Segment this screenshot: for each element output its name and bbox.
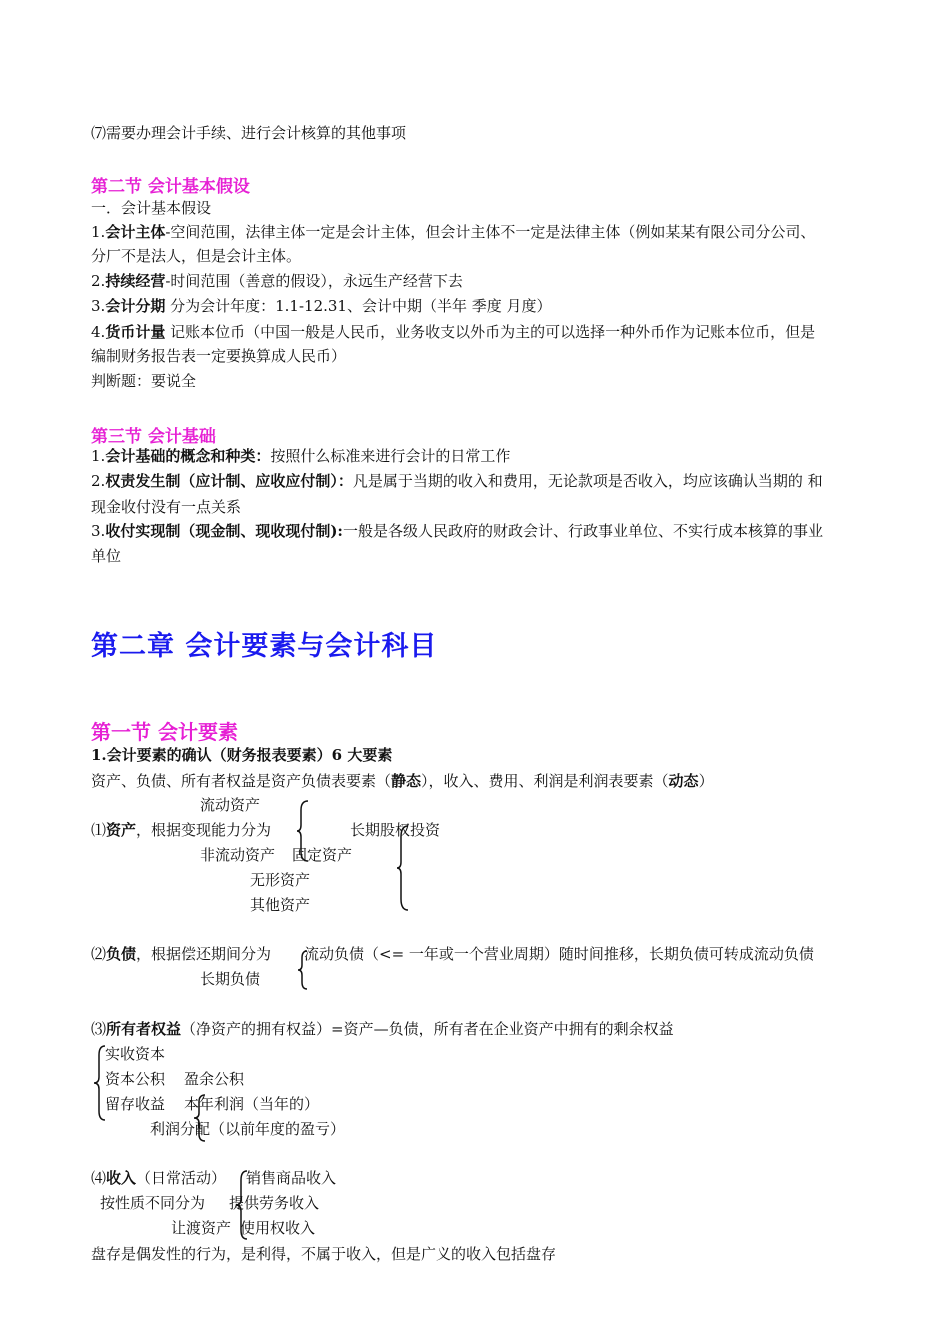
liabilities-line xyxy=(91,944,271,964)
label-usage-right-revenue: 使用权收入 xyxy=(240,1219,316,1237)
list-item-7: ⑺需要办理会计手续、进行会计核算的其他事项 xyxy=(91,124,407,142)
item-prefix: ⑴ xyxy=(91,821,107,839)
label-noncurrent-assets: 非流动资产 xyxy=(200,846,276,864)
paragraph-text: -空间范围，法律主体一定是会计主体，但会计主体不一定是法律主体（例如某某有限公司分公司、 xyxy=(165,223,816,241)
intro-text: 资产、负债、所有者权益是资产负债表要素（ xyxy=(91,772,392,790)
label-long-term-equity-investment: 长期股权投资 xyxy=(350,821,441,839)
intro-text: ） xyxy=(698,772,714,790)
item-number: 2. xyxy=(91,272,106,290)
term-accrual-basis: 权责发生制（应计制、应收应付制）： xyxy=(105,472,353,490)
item-prefix: ⑷ xyxy=(91,1169,107,1187)
note-judgement: 判断题：要说全 xyxy=(91,372,197,390)
term-owners-equity: 所有者权益 xyxy=(106,1020,182,1038)
equity-line xyxy=(91,1019,674,1039)
paragraph-monetary-measurement xyxy=(91,322,815,342)
section-title-basic-assumptions: 第二节 会计基本假设 xyxy=(91,177,250,197)
paragraph-text: 按照什么标准来进行会计的日常工作 xyxy=(270,447,511,465)
label-current-liabilities: 流动负债（<= 一年或一个营业周期）随时间推移，长期负债可转成流动负债 xyxy=(304,945,814,963)
section-title-accounting-elements: 第一节 会计要素 xyxy=(91,720,238,744)
section-title-accounting-basis: 第三节 会计基础 xyxy=(91,427,216,447)
label-capital-reserve: 资本公积 xyxy=(105,1070,166,1088)
item-number: 3. xyxy=(91,522,106,540)
paragraph-text: 凡是属于当期的收入和费用，无论款项是否收入，均应该确认当期的 和 xyxy=(352,472,823,490)
term-basis-concept: 会计基础的概念和种类： xyxy=(105,447,271,465)
paragraph-going-concern xyxy=(91,271,463,291)
label-current-year-profit: 本年利润（当年的） xyxy=(184,1095,320,1113)
equity-text: （净资产的拥有权益）=资产—负债，所有者在企业资产中拥有的剩余权益 xyxy=(181,1020,674,1038)
label-surplus-reserve: 盈余公积 xyxy=(184,1070,245,1088)
label-long-term-liabilities: 长期负债 xyxy=(200,970,261,988)
item-number: 3. xyxy=(91,297,106,315)
term-cash-basis: 收付实现制（现金制、现收现付制): xyxy=(105,522,343,540)
item-number: 4. xyxy=(91,323,106,341)
label-intangible-assets: 无形资产 xyxy=(250,871,311,889)
item-number: 2. xyxy=(91,472,106,490)
item-prefix: ⑵ xyxy=(91,945,107,963)
term-going-concern: 持续经营 xyxy=(105,272,166,290)
revenue-text: （日常活动） xyxy=(136,1169,227,1187)
paragraph-continuation: 分厂不是法人，但是会计主体。 xyxy=(91,247,302,265)
revenue-line xyxy=(91,1168,226,1188)
paragraph-text: 分为会计年度：1.1-12.31、会计中期（半年 季度 月度） xyxy=(165,297,552,315)
assets-text: ，根据变现能力分为 xyxy=(136,821,272,839)
paragraph-text: 一般是各级人民政府的财政会计、行政事业单位、不实行成本核算的事业 xyxy=(342,522,823,540)
term-assets: 资产 xyxy=(106,821,137,839)
elements-heading: 1.会计要素的确认（财务报表要素）6 大要素 xyxy=(91,746,393,764)
term-revenue: 收入 xyxy=(106,1169,137,1187)
label-paid-in-capital: 实收资本 xyxy=(105,1045,166,1063)
label-transfer-of-assets: 让渡资产 xyxy=(171,1219,232,1237)
item-prefix: ⑶ xyxy=(91,1020,107,1038)
paragraph-text: 记账本位币（中国一般是人民币，业务收支以外币为主的可以选择一种外币作为记账本位币，但是 xyxy=(165,323,816,341)
term-liabilities: 负债 xyxy=(106,945,137,963)
paragraph-accrual-basis xyxy=(91,471,823,491)
term-dynamic: 动态 xyxy=(668,772,699,790)
label-retained-earnings: 留存收益 xyxy=(105,1095,166,1113)
term-monetary-measurement: 货币计量 xyxy=(105,323,166,341)
term-accounting-entity: 会计主体 xyxy=(105,223,166,241)
label-sales-revenue: 销售商品收入 xyxy=(246,1169,337,1187)
item-number: 1. xyxy=(91,447,106,465)
paragraph-basis-concept xyxy=(91,446,510,466)
liabilities-text: ，根据偿还期间分为 xyxy=(136,945,272,963)
item-number: 1. xyxy=(91,223,106,241)
paragraph-continuation: 现金收付没有一点关系 xyxy=(91,498,242,516)
paragraph-accounting-period xyxy=(91,296,552,316)
paragraph-continuation: 单位 xyxy=(91,547,122,565)
brace-noncurrent xyxy=(396,825,410,911)
paragraph-text: -时间范围（善意的假设），永远生产经营下去 xyxy=(165,272,463,290)
assets-line xyxy=(91,820,271,840)
elements-intro xyxy=(91,771,714,791)
paragraph-continuation: 编制财务报告表一定要换算成人民币） xyxy=(91,347,347,365)
chapter-title: 第二章 会计要素与会计科目 xyxy=(91,631,438,662)
revenue-note: 盘存是偶发性的行为，是利得，不属于收入，但是广义的收入包括盘存 xyxy=(91,1245,557,1263)
label-by-nature: 按性质不同分为 xyxy=(100,1194,206,1212)
paragraph-cash-basis xyxy=(91,521,823,541)
label-other-assets: 其他资产 xyxy=(250,896,311,914)
subheading-assumptions: 一．会计基本假设 xyxy=(91,199,212,217)
label-fixed-assets: 固定资产 xyxy=(292,846,353,864)
paragraph-accounting-entity xyxy=(91,222,815,242)
term-accounting-period: 会计分期 xyxy=(105,297,166,315)
label-profit-distribution: 利润分配（以前年度的盈亏） xyxy=(150,1120,346,1138)
label-current-assets: 流动资产 xyxy=(200,796,261,814)
term-static: 静态 xyxy=(391,772,422,790)
intro-text: ），收入、费用、利润是利润表要素（ xyxy=(421,772,669,790)
label-service-revenue: 提供劳务收入 xyxy=(229,1194,320,1212)
